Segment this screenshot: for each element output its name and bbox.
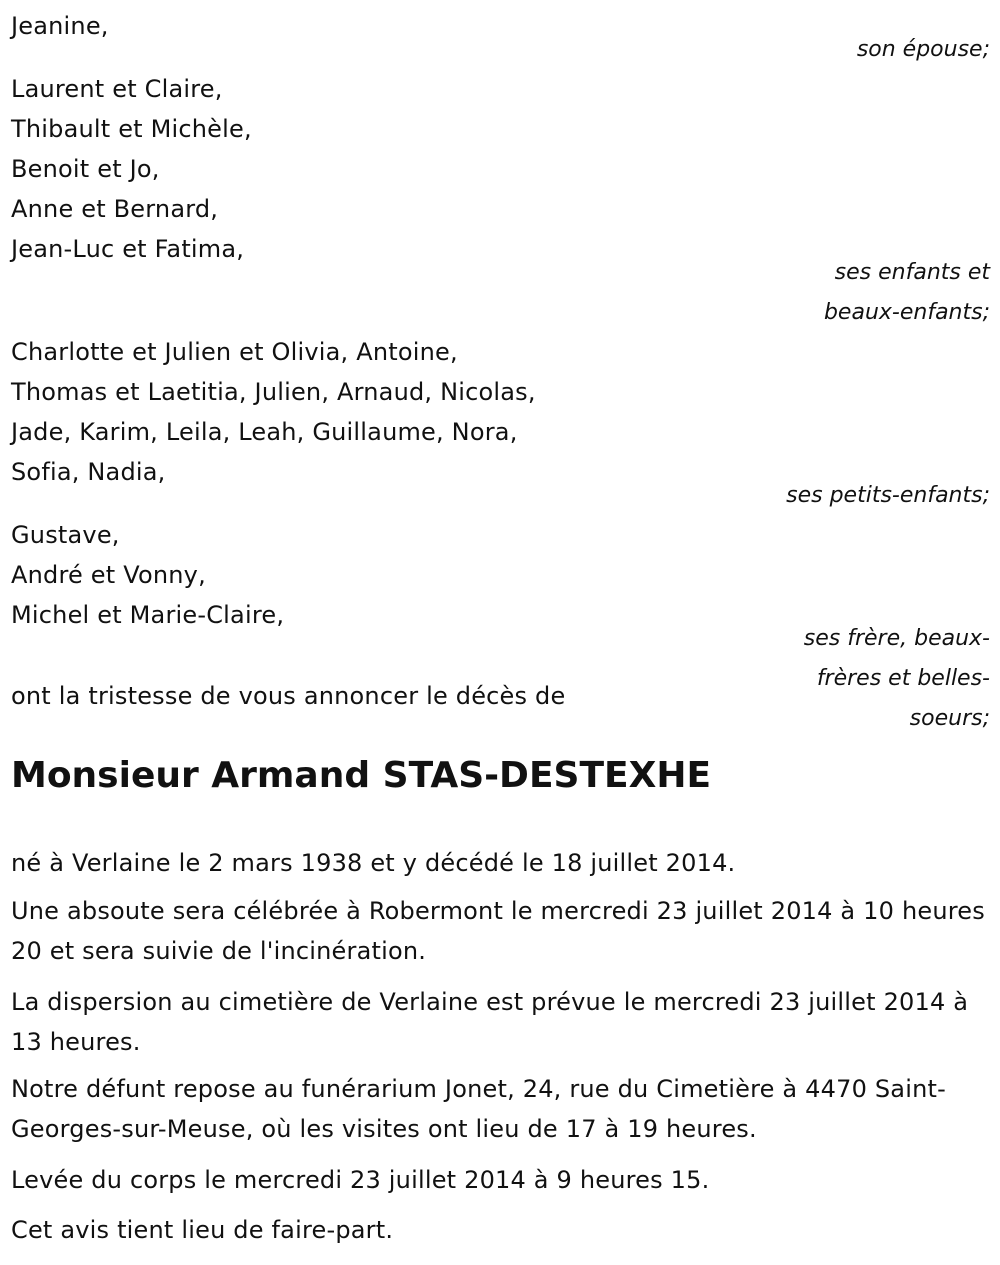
ceremony-paragraph: Une absoute sera célébrée à Robermont le mercredi 23 juillet 2014 à 10 heures 20 et sera suivie de l'incinération. [11,897,985,965]
funeral-home-paragraph: Notre défunt repose au funérarium Jonet, 24, rue du Cimetière à 4470 Saint-Georges-sur-Meuse, où les visites ont lieu de 17 à 19 heures. [11,1075,946,1143]
announcement-text: ont la tristesse de vous annoncer le décès de [11,682,566,710]
siblings-relation: soeurs; [909,706,990,731]
notice-paragraph: Cet avis tient lieu de faire-part. [11,1216,394,1244]
siblings-relation: frères et belles- [816,666,990,691]
child-name: Jean-Luc et Fatima, [11,235,245,263]
child-name: Anne et Bernard, [11,195,219,223]
siblings-relation: ses frère, beaux- [803,626,990,651]
spouse-name: Jeanine, [11,12,109,40]
child-name: Benoit et Jo, [11,155,160,183]
children-relation: ses enfants et [834,260,990,285]
spouse-relation: son épouse; [856,37,990,62]
birth-death-paragraph: né à Verlaine le 2 mars 1938 et y décédé le 18 juillet 2014. [11,849,736,877]
grandchildren-line: Sofia, Nadia, [11,458,166,486]
grandchildren-line: Charlotte et Julien et Olivia, Antoine, [11,338,458,366]
grandchildren-line: Thomas et Laetitia, Julien, Arnaud, Nicolas, [11,378,536,406]
departure-paragraph: Levée du corps le mercredi 23 juillet 2014 à 9 heures 15. [11,1166,710,1194]
grandchildren-relation: ses petits-enfants; [786,483,990,508]
sibling-name: Michel et Marie-Claire, [11,601,285,629]
grandchildren-line: Jade, Karim, Leila, Leah, Guillaume, Nora, [11,418,518,446]
dispersion-paragraph: La dispersion au cimetière de Verlaine est prévue le mercredi 23 juillet 2014 à 13 heures. [11,988,969,1056]
child-name: Thibault et Michèle, [11,115,252,143]
child-name: Laurent et Claire, [11,75,223,103]
deceased-name: Monsieur Armand STAS-DESTEXHE [11,755,712,796]
children-relation: beaux-enfants; [823,300,990,325]
sibling-name: André et Vonny, [11,561,206,589]
sibling-name: Gustave, [11,521,120,549]
